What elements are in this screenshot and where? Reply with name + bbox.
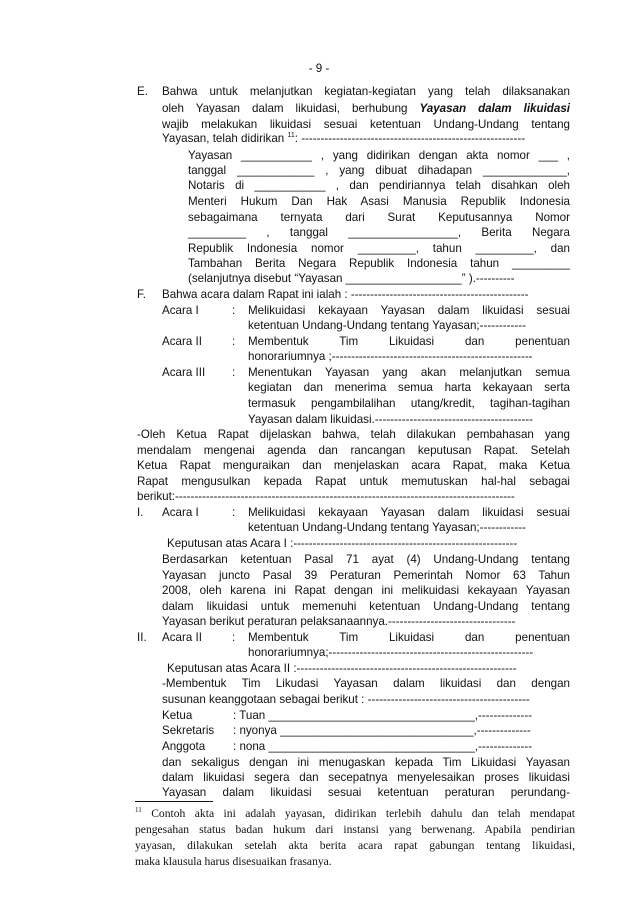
acara-label: Acara II: [162, 335, 202, 348]
emphasis-text: Yayasan dalam likuidasi: [419, 102, 570, 115]
acara-line: Menentukan Yayasan yang akan melanjutkan semua: [248, 366, 570, 379]
section-e-line: (selanjutnya disebut “Yayasan __________________” ).----------: [188, 272, 515, 285]
section-e-line: _________ , tanggal _________________, Berita Negara: [188, 226, 570, 239]
ketua-paragraph-line: Rapat mengusulkan kepada Rapat untuk memutuskan hal-hal sebagai: [137, 475, 570, 488]
footnote-line: maka klausula harus disesuaikan frasanya.: [135, 855, 332, 868]
keputusan-line: Yayasan dalam likuidasi sesuai ketentuan peraturan perundang-: [162, 786, 570, 799]
footnote-rule: [135, 801, 213, 802]
text-run: : ----------------------------------------------------------: [294, 132, 526, 145]
ketua-paragraph-line: berikut:----------------------------------------------------------------------------------------: [137, 490, 515, 503]
section-ii-marker: II.: [137, 631, 147, 644]
text-run: Yayasan, telah didirikan: [162, 132, 288, 145]
acara-line: Melikuidasi kekayaan Yayasan dalam likuidasi sesuai: [248, 506, 570, 519]
keputusan-line: -Membentuk Tim Likudasi Yayasan dalam likuidasi dan dengan: [162, 677, 570, 690]
keputusan-line: Yayasan berikut peraturan pelaksanaannya.---------------------------------: [162, 615, 516, 628]
acara-label: Acara III: [162, 366, 206, 379]
footnote-line: pengesahan status badan hukum dari instansi yang berwenang. Apabila pendirian: [135, 823, 575, 836]
acara-colon: :: [232, 366, 236, 379]
keputusan-line: dalam likuidasi segera dan secepatnya menyelesaikan proses likuidasi: [162, 771, 570, 784]
section-e-line: [162, 102, 570, 115]
section-f-marker: F.: [137, 288, 147, 301]
section-e-line: Republik Indonesia nomor _________, tahun _________, dan: [188, 242, 570, 255]
section-i-marker: I.: [137, 506, 144, 519]
acara-colon: :: [232, 631, 236, 644]
acara-label: Acara I: [162, 304, 199, 317]
acara-colon: :: [232, 335, 236, 348]
footnote-line: yayasan, dilakukan setelah akta berita acara rapat gabungan tentang likuidasi,: [135, 839, 575, 852]
acara-line: kegiatan dan menerima semua harta kekayaan serta: [248, 381, 570, 394]
acara-label: Acara II: [162, 631, 202, 644]
keputusan-heading: Keputusan atas Acara II :---------------------------------------------------------: [167, 662, 517, 675]
keputusan-line: Yayasan juncto Pasal 39 Peraturan Pemerintah Nomor 63 Tahun: [162, 569, 570, 582]
acara-line: honorariumnya;-----------------------------------------------------: [248, 646, 534, 659]
footnote-line: [135, 806, 575, 822]
footnote-number: 11: [135, 806, 142, 815]
acara-line: termasuk pengambilalihan utang/kredit, tagihan-tagihan: [248, 397, 570, 410]
section-e-line: Yayasan ___________ , yang didirikan dengan akta nomor ___ ,: [188, 149, 570, 162]
role-label: Anggota: [162, 740, 206, 753]
role-value: : nyonya ______________________________,--------------: [233, 724, 531, 737]
section-f-line: Bahwa acara dalam Rapat ini ialah : ----------------------------------------------: [162, 288, 529, 301]
section-e-line: wajib melakukan likuidasi sesuai ketentuan Undang-Undang tentang: [162, 118, 570, 131]
acara-line: honorariumnya ;----------------------------------------------------: [248, 350, 533, 363]
keputusan-line: dan sekaligus dengan ini menugaskan kepada Tim Likuidasi Yayasan: [162, 756, 570, 769]
page-number: - 9 -: [308, 62, 330, 75]
section-e-line: Notaris di ___________ , dan pendiriannya telah disahkan oleh: [188, 179, 570, 192]
text-run: Contoh akta ini adalah yayasan, didirikan terlebih dahulu dan telah mendapat: [151, 807, 575, 820]
acara-colon: :: [232, 304, 236, 317]
section-e-line: Tambahan Berita Negara Republik Indonesia tahun _________: [188, 257, 570, 270]
acara-line: Yayasan dalam likuidasi.-----------------------------------------: [248, 413, 534, 426]
acara-line: Membentuk Tim Likuidasi dan penentuan: [248, 631, 570, 644]
section-e-line: sebagaimana ternyata dari Surat Keputusannya Nomor: [188, 211, 570, 224]
keputusan-line: dalam likuidasi untuk memenuhi ketentuan Undang-Undang tentang: [162, 600, 570, 613]
ketua-paragraph-line: -Oleh Ketua Rapat dijelaskan bahwa, telah dilakukan pembahasan yang: [137, 428, 570, 441]
acara-line: Membentuk Tim Likuidasi dan penentuan: [248, 335, 570, 348]
section-e-line: Bahwa untuk melanjutkan kegiatan-kegiatan yang telah dilaksanakan: [162, 85, 570, 98]
acara-line: ketentuan Undang-Undang tentang Yayasan;------------: [248, 319, 526, 332]
keputusan-line: Berdasarkan ketentuan Pasal 71 ayat (4) Undang-Undang tentang: [162, 553, 570, 566]
acara-line: ketentuan Undang-Undang tentang Yayasan;------------: [248, 521, 526, 534]
keputusan-line: susunan keanggotaan sebagai berikut : ------------------------------------------: [162, 693, 530, 706]
acara-line: Melikuidasi kekayaan Yayasan dalam likuidasi sesuai: [248, 304, 570, 317]
text-run: oleh Yayasan dalam likuidasi, berhubung: [162, 102, 420, 115]
role-label: Sekretaris: [162, 724, 215, 737]
ketua-paragraph-line: mendalam mengenai agenda dan rancangan keputusan Rapat. Setelah: [137, 444, 570, 457]
section-e-marker: E.: [137, 85, 148, 98]
section-e-line: [162, 132, 525, 145]
footnote-ref[interactable]: 11: [287, 132, 295, 140]
section-e-line: Menteri Hukum Dan Hak Asasi Manusia Republik Indonesia: [188, 195, 570, 208]
role-value: : nona ________________________________,--------------: [233, 740, 533, 753]
section-e-line: tanggal ____________ , yang dibuat dihadapan _____________,: [188, 164, 570, 177]
acara-label: Acara I: [162, 506, 199, 519]
keputusan-heading: Keputusan atas Acara I :----------------------------------------------------------: [167, 537, 518, 550]
acara-colon: :: [232, 506, 236, 519]
role-value: : Tuan ________________________________,--------------: [233, 709, 533, 722]
ketua-paragraph-line: Ketua Rapat menguraikan dan menjelaskan acara Rapat, maka Ketua: [137, 459, 570, 472]
role-label: Ketua: [162, 709, 193, 722]
keputusan-line: 2008, oleh karena ini Rapat dengan ini melikuidasi kekayaan Yayasan: [162, 584, 570, 597]
